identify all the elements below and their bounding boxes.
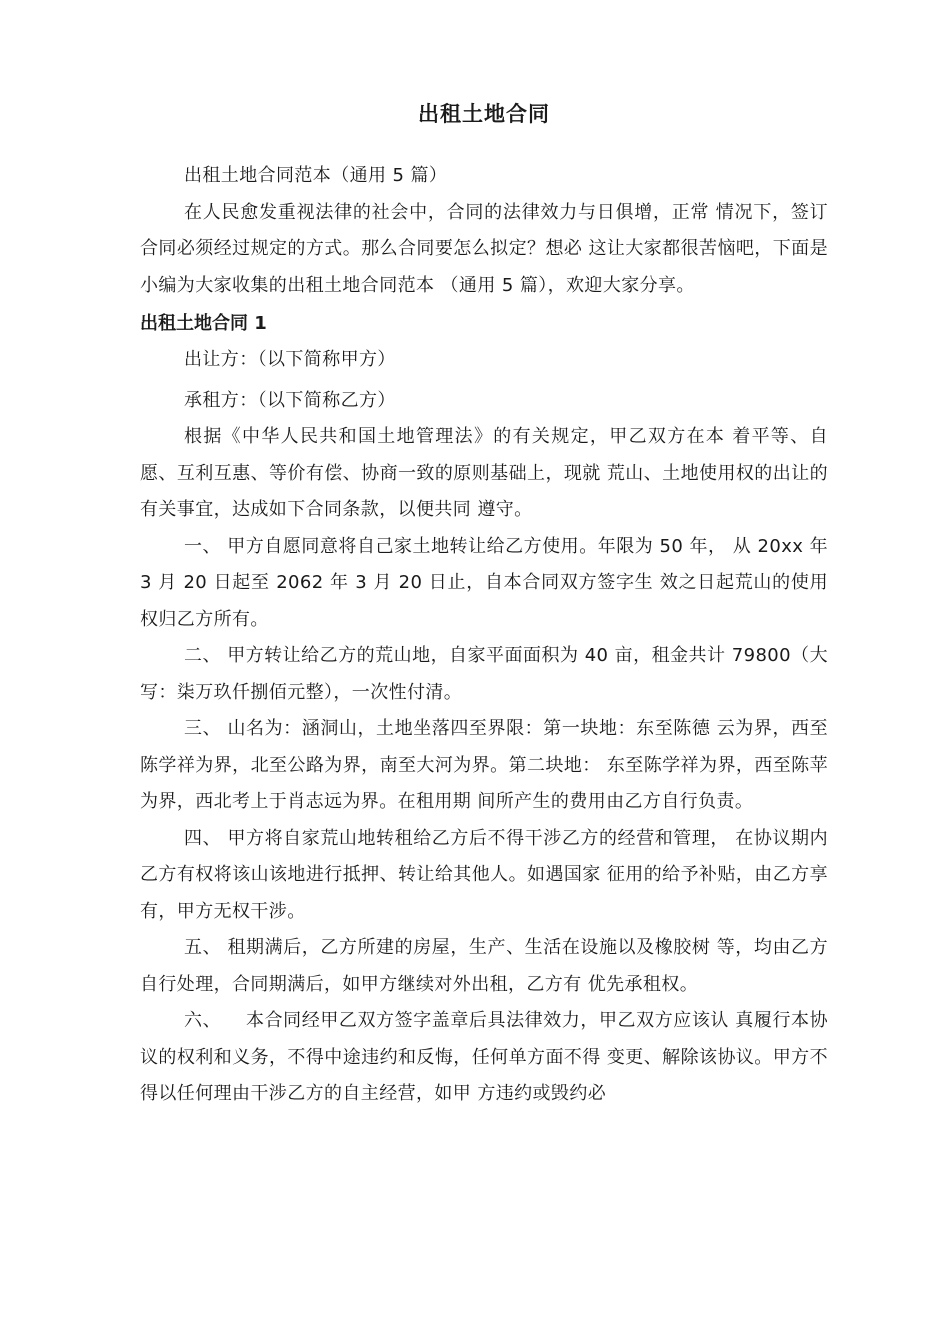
clause-3: 三、 山名为：涵洞山，土地坐落四至界限：第一块地：东至陈德 云为界，西至陈学祥为界，北至公路为界，南至大河为界。第二块地： 东至陈学祥为界，西至陈苹为界，西北考上于肖志远为界。在租用期 间所产生的费用由乙方自行负责。 bbox=[140, 718, 828, 812]
clause-2: 二、 甲方转让给乙方的荒山地，自家平面面积为 40 亩，租金共计 79800（大写：柒万玖仟捌佰元整），一次性付清。 bbox=[140, 645, 828, 703]
party-a-line: 出让方：（以下简称甲方） bbox=[184, 349, 396, 370]
clause-6: 六、 本合同经甲乙双方签字盖章后具法律效力，甲乙双方应该认 真履行本协议的权利和义务，不得中途违约和反悔，任何单方面不得 变更、解除该协议。甲方不得以任何理由干涉乙方的自主经营，如甲 方违约或毁约必 bbox=[140, 1010, 828, 1104]
party-b-line: 承租方：（以下简称乙方） bbox=[184, 389, 396, 411]
clause-4: 四、 甲方将自家荒山地转租给乙方后不得干涉乙方的经营和管理， 在协议期内乙方有权将该山该地进行抵押、转让给其他人。如遇国家 征用的给予补贴，由乙方享有，甲方无权干涉。 bbox=[140, 827, 828, 922]
clause-1: 一、 甲方自愿同意将自己家土地转让给乙方使用。年限为 50 年， 从 20xx 年 3 月 20 日起至 2062 年 3 月 20 日止，自本合同双方签字生 效之日起荒山的使用权归乙方所有。 bbox=[140, 535, 828, 630]
preamble-paragraph: 根据《中华人民共和国土地管理法》的有关规定，甲乙双方在本 着平等、自愿、互利互惠、等价有偿、协商一致的原则基础上，现就 荒山、土地使用权的出让的有关事宜，达成如下合同条款，以便共同 遵守。 bbox=[140, 426, 828, 520]
document-title: 出租土地合同 bbox=[418, 102, 550, 126]
document-subtitle: 出租土地合同范本（通用 5 篇） bbox=[184, 165, 448, 186]
section-heading: 出租土地合同 1 bbox=[140, 313, 267, 334]
clause-5: 五、 租期满后，乙方所建的房屋，生产、生活在设施以及橡胶树 等，均由乙方自行处理，合同期满后，如甲方继续对外出租，乙方有 优先承租权。 bbox=[140, 937, 828, 995]
intro-paragraph: 在人民愈发重视法律的社会中，合同的法律效力与日俱增，正常 情况下，签订合同必须经过规定的方式。那么合同要怎么拟定？想必 这让大家都很苦恼吧，下面是小编为大家收集的出租土地合同范本 （通用 5 篇），欢迎大家分享。 bbox=[140, 201, 828, 296]
document-body bbox=[140, 158, 828, 1113]
